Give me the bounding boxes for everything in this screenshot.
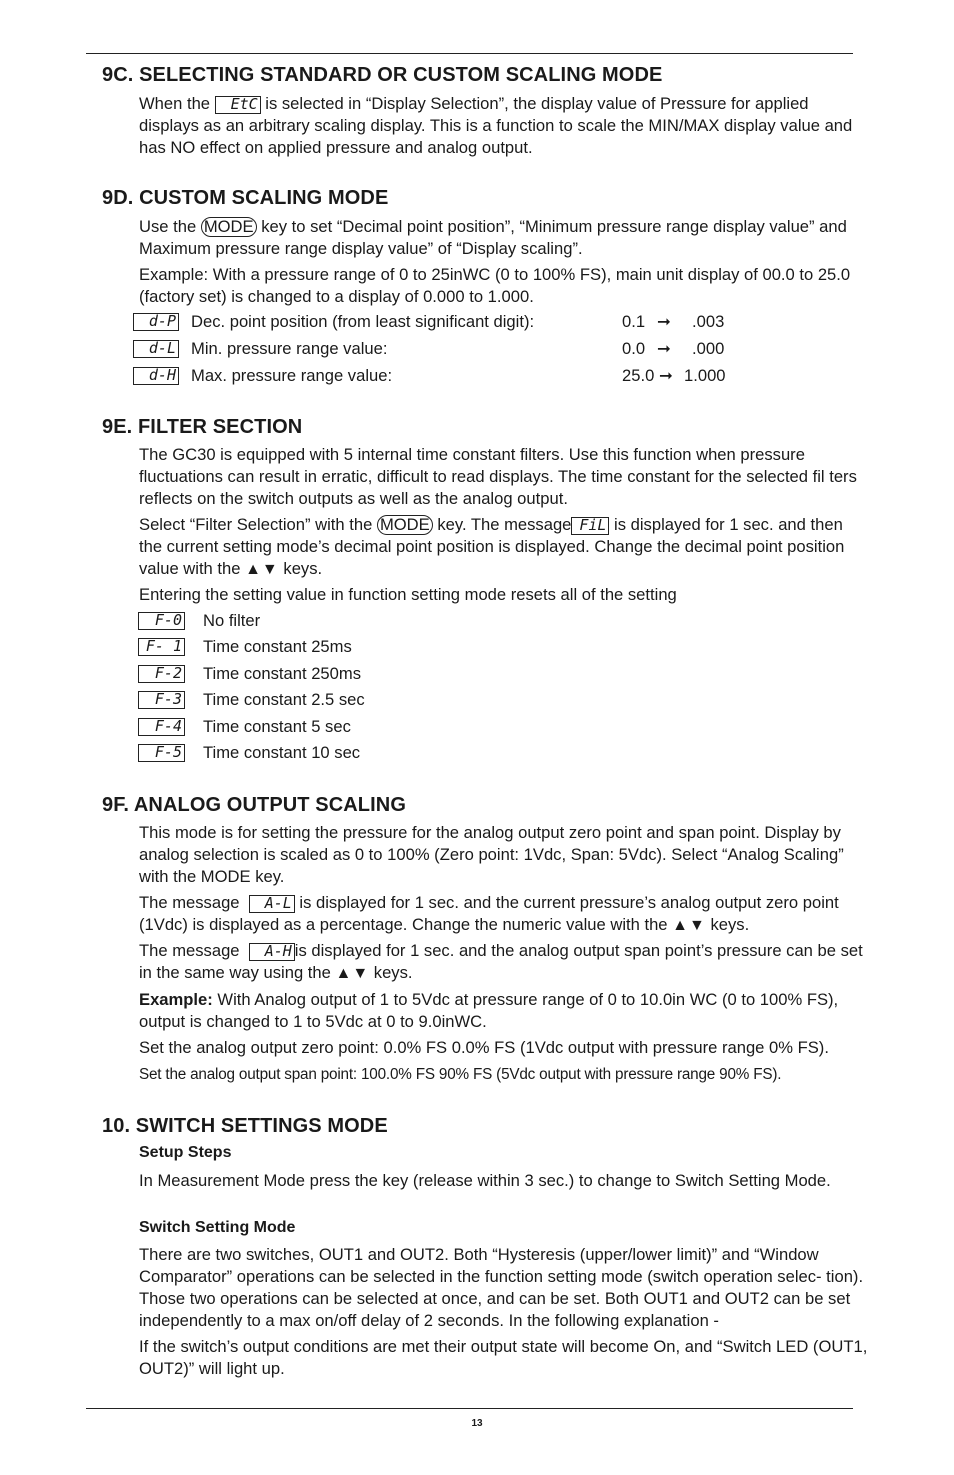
heading-10: 10. SWITCH SETTINGS MODE	[102, 1115, 388, 1137]
paragraph-9f-6: Set the analog output span point: 100.0% FS 90% FS (5Vdc output with pressure range 90% FS).	[139, 1066, 782, 1083]
lcd-dl: d-L	[133, 340, 179, 358]
paragraph-10-2: There are two switches, OUT1 and OUT2. Both “Hysteresis (upper/lower limit)” and “Window Comparator” operations can be selected in the function setting mode (switch operation selec- tion). Those two operations can be selected at once, and can be set. Both OUT1 and OUT2 can be set independently to a max on/off delay of 2 seconds. In the following explanation -	[139, 1245, 864, 1330]
top-rule	[86, 53, 853, 54]
filter-row: F-5 Time constant 10 sec	[138, 743, 538, 763]
paragraph-9e-3: Entering the setting value in function setting mode resets all of the setting	[139, 585, 677, 604]
filter-row: F-3 Time constant 2.5 sec	[138, 690, 538, 710]
filter-row: F-0 No filter	[138, 611, 538, 631]
scaling-row: d-H Max. pressure range value: 25.0 ➞ 1.000	[133, 366, 833, 386]
arrow-right-icon: ➞	[657, 312, 671, 331]
paragraph-9f-5: Set the analog output zero point: 0.0% FS 0.0% FS (1Vdc output with pressure range 0% FS).	[139, 1038, 829, 1057]
scaling-row: d-L Min. pressure range value: 0.0 ➞ .000	[133, 339, 833, 359]
lcd-fil: FiL	[571, 517, 609, 535]
heading-9c: 9C. SELECTING STANDARD OR CUSTOM SCALING MODE	[102, 64, 663, 86]
lcd-ah: A-H	[249, 943, 295, 961]
lcd-etc: EtC	[215, 96, 261, 114]
paragraph-9f-3: The message A-H is displayed for 1 sec. and the analog output span point’s pressure can be set in the same way using the ▲▼ keys.	[139, 940, 869, 985]
lcd-f3: F-3	[138, 691, 185, 709]
subheading-setup-steps: Setup Steps	[139, 1144, 232, 1161]
scaling-row: d-P Dec. point position (from least significant digit): 0.1 ➞ .003	[133, 312, 833, 332]
mode-key: MODE	[377, 515, 433, 535]
up-down-arrows-icon: ▲▼	[672, 917, 706, 934]
heading-9d: 9D. CUSTOM SCALING MODE	[102, 187, 389, 209]
up-down-arrows-icon: ▲▼	[335, 965, 370, 982]
lcd-f1: F- 1	[138, 638, 185, 656]
paragraph-9c: When the EtC is selected in “Display Selection”, the display value of Pressure for applied displays as an arbitrary scaling display. This is a function to scale the MIN/MAX display value and has NO effect on applied pressure and analog output.	[139, 94, 853, 157]
lcd-f4: F-4	[138, 718, 185, 736]
paragraph-9f-1: This mode is for setting the pressure for the analog output zero point and span point. Display by analog selection is scaled as 0 to 100% (Zero point: 1Vdc, Span: 5Vdc). Select “Analog Scaling” with the MODE key.	[139, 823, 844, 886]
heading-9e: 9E. FILTER SECTION	[102, 416, 303, 438]
page-number: 13	[471, 1418, 483, 1429]
paragraph-9f-4: Example: With Analog output of 1 to 5Vdc at pressure range of 0 to 10.0in WC (0 to 100% FS), output is changed to 1 to 5Vdc at 0 to 9.0inWC.	[139, 990, 839, 1031]
lcd-f0: F-0	[138, 612, 185, 630]
lcd-dp: d-P	[133, 313, 179, 331]
arrow-right-icon: ➞	[659, 366, 673, 385]
paragraph-9e-2: Select “Filter Selection” with the MODE key. The message FiL is displayed for 1 sec. and then the current setting mode’s decimal point position is displayed. Change the decimal point position value with the ▲▼ keys.	[139, 514, 869, 581]
lcd-al: A-L	[249, 895, 295, 913]
paragraph-9d-1: Use the MODE key to set “Decimal point position”, “Minimum pressure range display value” and Maximum pressure range display value” of “Display scaling”.	[139, 217, 847, 258]
paragraph-9f-2: The message A-L is displayed for 1 sec. and the current pressure’s analog output zero point (1Vdc) is displayed as a percentage. Change the numeric value with the ▲▼ keys.	[139, 892, 869, 937]
filter-row: F- 1 Time constant 25ms	[138, 637, 538, 657]
bottom-rule	[86, 1408, 853, 1409]
filter-row: F-2 Time constant 250ms	[138, 664, 538, 684]
lcd-f5: F-5	[138, 744, 185, 762]
paragraph-10-1: In Measurement Mode press the key (release within 3 sec.) to change to Switch Setting Mode.	[139, 1171, 831, 1190]
paragraph-10-3: If the switch’s output conditions are met their output state will become On, and “Switch LED (OUT1, OUT2)” will light up.	[139, 1337, 868, 1378]
subheading-switch-setting-mode: Switch Setting Mode	[139, 1219, 296, 1236]
filter-row: F-4 Time constant 5 sec	[138, 717, 538, 737]
arrow-right-icon: ➞	[657, 339, 671, 358]
paragraph-9d-2: Example: With a pressure range of 0 to 25inWC (0 to 100% FS), main unit display of 00.0 to 25.0 (factory set) is changed to a display of 0.000 to 1.000.	[139, 265, 851, 306]
lcd-f2: F-2	[138, 665, 185, 683]
lcd-dh: d-H	[133, 367, 179, 385]
mode-key: MODE	[201, 217, 257, 237]
paragraph-9e-1: The GC30 is equipped with 5 internal time constant filters. Use this function when pressure fluctuations can result in erratic, difficult to read displays. The time constant for the selected fil ters reflects on the switch outputs as well as the analog output.	[139, 445, 857, 508]
up-down-arrows-icon: ▲▼	[245, 561, 279, 578]
heading-9f: 9F. ANALOG OUTPUT SCALING	[102, 794, 406, 816]
